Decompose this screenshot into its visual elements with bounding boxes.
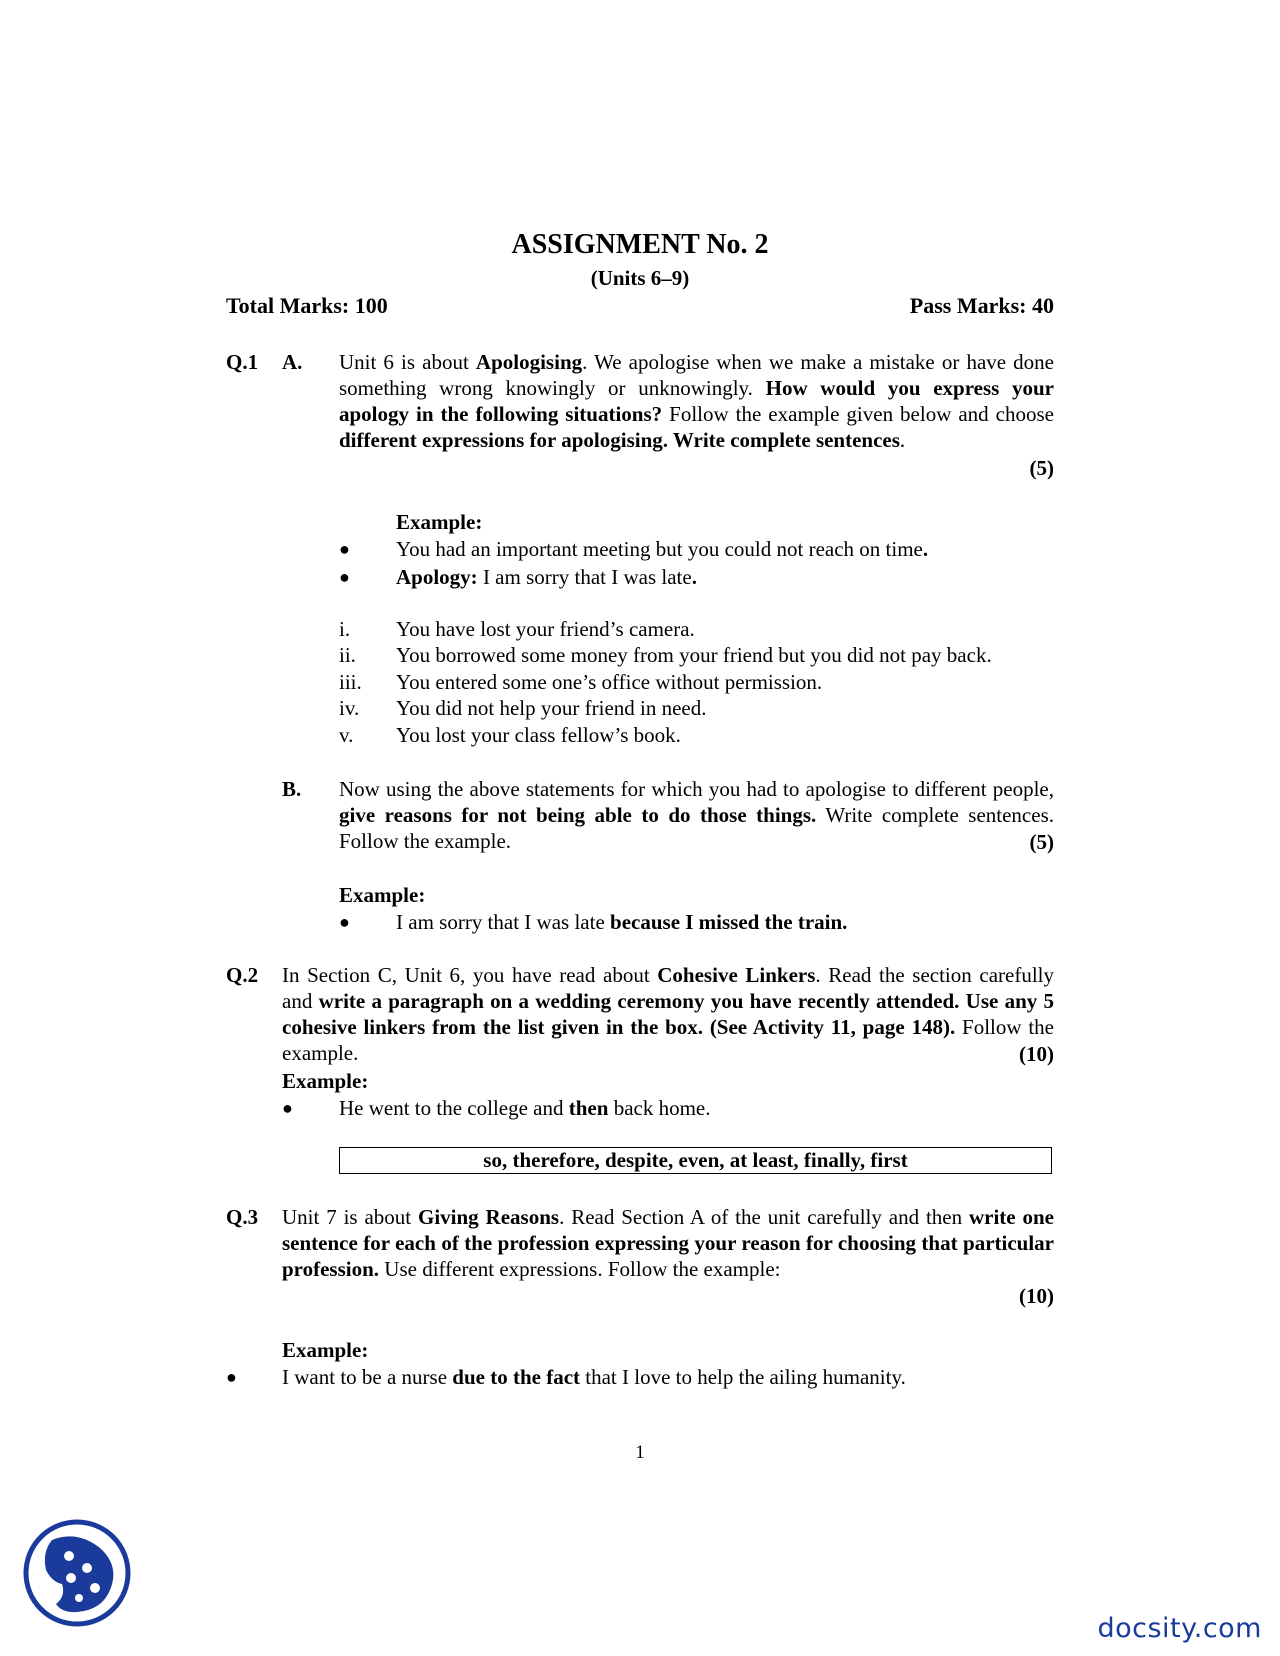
page-number: 1 [635, 1442, 645, 1463]
list-item-number: v. [339, 723, 354, 747]
list-item-number: iv. [339, 696, 360, 720]
bullet-icon: ● [339, 539, 350, 559]
q1b-marks: (5) [1029, 830, 1054, 854]
part-b-label: B. [282, 777, 302, 801]
cohesive-linkers-box: so, therefore, despite, even, at least, finally, first [339, 1147, 1052, 1174]
list-item-number: iii. [339, 670, 362, 694]
page-subtitle: (Units 6–9) [590, 266, 690, 290]
q1-part-b-instructions: Now using the above statements for which you had to apologise to different people, give reasons for not being able to do those things. Write complete sentences. Follow the example. [339, 777, 1055, 853]
total-marks: Total Marks: 100 [226, 293, 388, 318]
part-a-label: A. [282, 350, 303, 374]
list-item: You lost your class fellow’s book. [396, 723, 681, 747]
q3-marks: (10) [1019, 1284, 1054, 1308]
docsity-brand-link[interactable]: docsity.com [1097, 1613, 1262, 1644]
example-sentence: I want to be a nurse due to the fact that I love to help the ailing humanity. [282, 1365, 906, 1389]
q1a-marks: (5) [1029, 456, 1054, 480]
page-title: ASSIGNMENT No. 2 [511, 229, 769, 260]
q2-marks: (10) [1019, 1042, 1054, 1066]
list-item: You borrowed some money from your friend but you did not pay back. [396, 643, 992, 667]
list-item-number: i. [339, 617, 351, 641]
example-sentence: He went to the college and then back home. [339, 1096, 711, 1120]
bullet-icon: ● [339, 567, 350, 587]
q2-instructions: In Section C, Unit 6, you have read about Cohesive Linkers. Read the section carefully and write a paragraph on a wedding ceremony you have recently attended. Use any 5 cohesive linkers from the list given in the box. (See Activity 11, page 148). Follow the example. [282, 963, 1054, 1065]
example-situation: You had an important meeting but you could not reach on time. [396, 537, 929, 561]
docsity-logo-icon[interactable] [22, 1518, 132, 1628]
bullet-icon: ● [226, 1367, 237, 1387]
list-item-number: ii. [339, 643, 356, 667]
example-reason: I am sorry that I was late because I missed the train. [396, 910, 848, 934]
list-item: You did not help your friend in need. [396, 696, 707, 720]
example-label: Example: [396, 510, 483, 534]
example-label: Example: [282, 1069, 369, 1093]
example-apology: Apology: I am sorry that I was late. [396, 565, 697, 589]
question-number-1: Q.1 [226, 350, 259, 374]
question-number-2: Q.2 [226, 963, 259, 987]
bullet-icon: ● [282, 1098, 293, 1118]
list-item: You have lost your friend’s camera. [396, 617, 695, 641]
bullet-icon: ● [339, 912, 350, 932]
example-label: Example: [282, 1338, 369, 1362]
pass-marks: Pass Marks: 40 [909, 293, 1054, 318]
example-label: Example: [339, 883, 426, 907]
question-number-3: Q.3 [226, 1205, 259, 1229]
q1-part-a-instructions: Unit 6 is about Apologising. We apologise when we make a mistake or have done something wrong knowingly or unknowingly. How would you express your apology in the following situations? Follow the example given below and choose different expressions for apologising. Write complete sentences. [339, 350, 1055, 452]
list-item: You entered some one’s office without permission. [396, 670, 823, 694]
q3-instructions: Unit 7 is about Giving Reasons. Read Section A of the unit carefully and then write one sentence for each of the profession expressing your reason for choosing that particular profession. Use different expressions. Follow the example: [282, 1205, 1054, 1281]
